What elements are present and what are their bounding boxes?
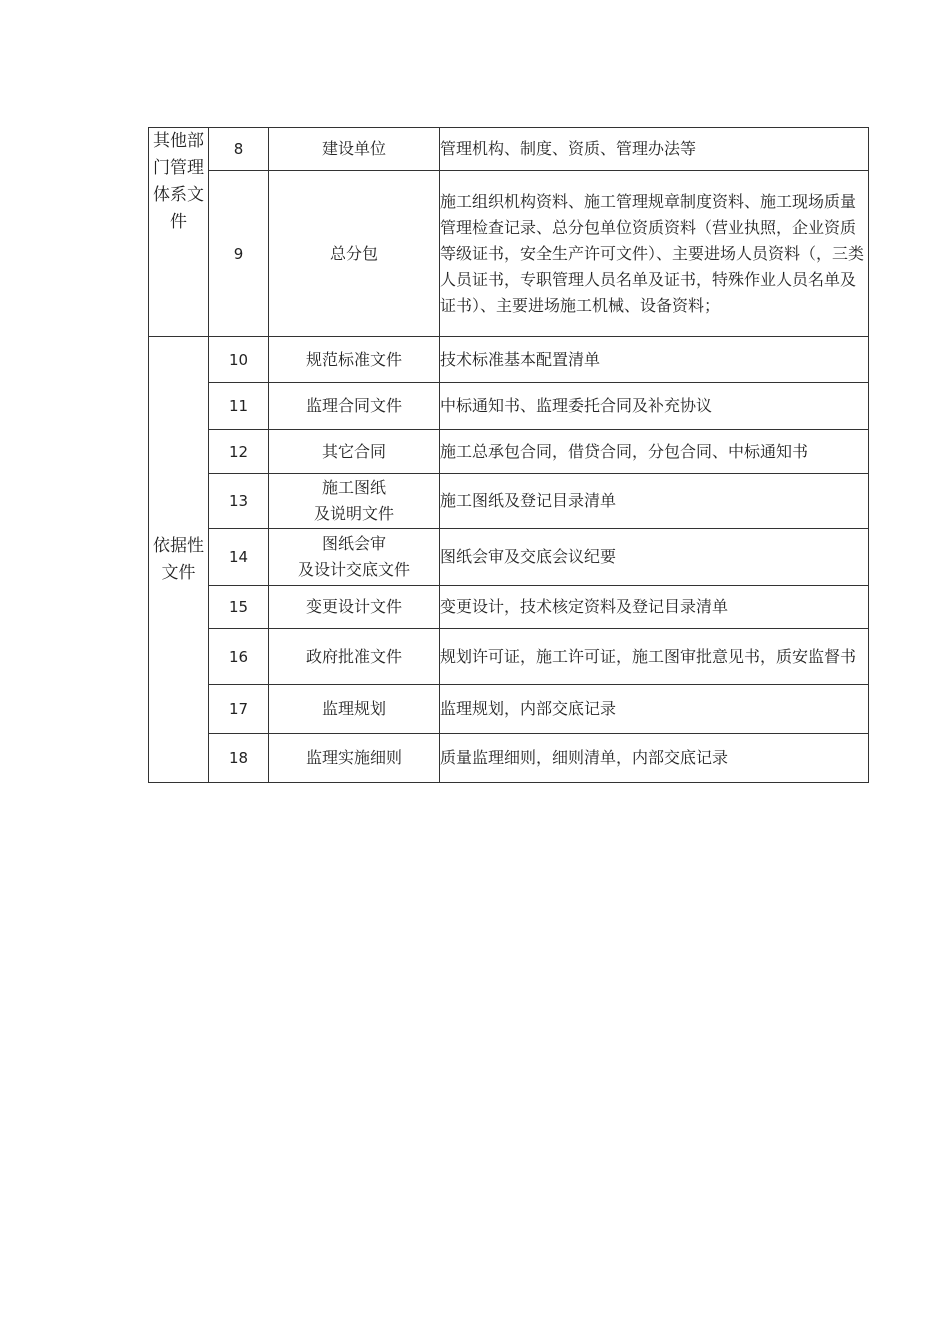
category-cell-other: 其他部门管理体系文件 [149,128,209,337]
document-content: 变更设计，技术核定资料及登记目录清单 [440,586,869,629]
document-name-line: 及说明文件 [313,504,394,523]
table-row [149,171,869,337]
table-row [149,430,869,474]
document-content: 施工总承包合同，借贷合同，分包合同、中标通知书 [440,430,869,474]
row-number: 18 [209,734,269,783]
document-content: 施工组织机构资料、施工管理规章制度资料、施工现场质量管理检查记录、总分包单位资质资料（营业执照，企业资质等级证书，安全生产许可文件）、主要进场人员资料（，三类人员证书，专职管理人员名单及证书，特殊作业人员名单及证书）、主要进场施工机械、设备资料； [440,171,869,337]
table-row [149,685,869,734]
row-number: 8 [209,128,269,171]
document-name [269,529,440,586]
document-table [148,127,869,783]
document-name-line: 施工图纸 [321,478,386,497]
document-name: 监理规划 [269,685,440,734]
document-name: 政府批准文件 [269,629,440,685]
category-cell-basis: 依据性文件 [149,337,209,783]
document-name: 监理合同文件 [269,383,440,430]
document-content: 中标通知书、监理委托合同及补充协议 [440,383,869,430]
row-number: 17 [209,685,269,734]
document-content: 规划许可证，施工许可证，施工图审批意见书，质安监督书 [440,629,869,685]
row-number: 9 [209,171,269,337]
row-number: 16 [209,629,269,685]
table-row [149,586,869,629]
document-content: 质量监理细则，细则清单，内部交底记录 [440,734,869,783]
document-content: 监理规划，内部交底记录 [440,685,869,734]
table-row [149,629,869,685]
document-content: 技术标准基本配置清单 [440,337,869,383]
document-content: 图纸会审及交底会议纪要 [440,529,869,586]
table-row [149,337,869,383]
row-number: 12 [209,430,269,474]
document-name: 建设单位 [269,128,440,171]
document-name: 总分包 [269,171,440,337]
table-row [149,383,869,430]
document-name-line: 及设计交底文件 [297,560,410,579]
row-number: 14 [209,529,269,586]
row-number: 15 [209,586,269,629]
document-content: 施工图纸及登记目录清单 [440,474,869,529]
row-number: 10 [209,337,269,383]
row-number: 13 [209,474,269,529]
document-name: 规范标准文件 [269,337,440,383]
document-name [269,474,440,529]
table-row [149,128,869,171]
table-row [149,734,869,783]
document-name: 变更设计文件 [269,586,440,629]
document-name: 其它合同 [269,430,440,474]
document-name: 监理实施细则 [269,734,440,783]
document-content: 管理机构、制度、资质、管理办法等 [440,128,869,171]
document-name-line: 图纸会审 [321,534,386,553]
table-row [149,474,869,529]
row-number: 11 [209,383,269,430]
table-row [149,529,869,586]
